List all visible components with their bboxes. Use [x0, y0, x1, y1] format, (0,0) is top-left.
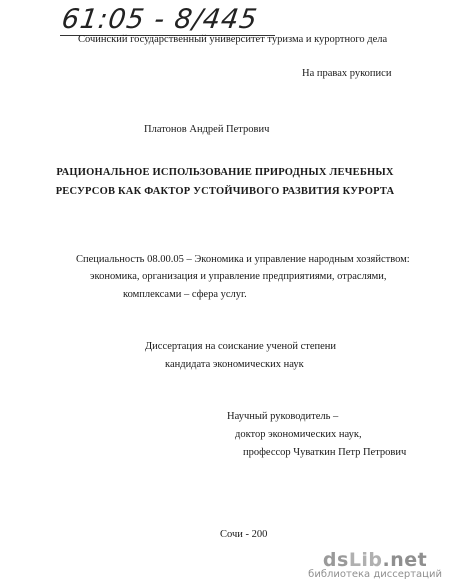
dslib-logo — [308, 549, 442, 571]
dslib-watermark — [308, 549, 442, 580]
specialty-line-2: экономика, организация и управление предприятиями, отраслями, — [90, 271, 387, 282]
supervisor-line-1: Научный руководитель – — [227, 411, 339, 422]
logo-lib: Lib — [348, 549, 383, 571]
degree-line-1: Диссертация на соискание ученой степени — [145, 341, 337, 352]
manuscript-rights: На правах рукописи — [302, 68, 392, 79]
university-name: Сочинский государственный университет туризма и курортного дела — [78, 34, 388, 45]
logo-ds: ds — [322, 549, 349, 571]
thesis-title-line-2: РЕСУРСОВ КАК ФАКТОР УСТОЙЧИВОГО РАЗВИТИЯ КУРОРТА — [55, 186, 395, 197]
logo-suffix: .net — [382, 549, 428, 571]
author-name: Платонов Андрей Петрович — [144, 124, 270, 135]
degree-line-2: кандидата экономических наук — [165, 359, 304, 370]
supervisor-line-3: профессор Чуваткин Петр Петрович — [243, 447, 407, 458]
specialty-line-3: комплексами – сфера услуг. — [123, 289, 247, 300]
handwritten-catalog-number: 61:05 - 8/445 — [59, 4, 260, 35]
supervisor-line-2: доктор экономических наук, — [235, 429, 362, 440]
thesis-title-line-1: РАЦИОНАЛЬНОЕ ИСПОЛЬЗОВАНИЕ ПРИРОДНЫХ ЛЕЧЕБНЫХ — [56, 167, 394, 178]
specialty-line-1: Специальность 08.00.05 – Экономика и управление народным хозяйством: — [76, 254, 410, 265]
watermark-tagline: библиотека диссертаций — [308, 569, 442, 580]
city-year: Сочи - 200 — [220, 529, 268, 540]
